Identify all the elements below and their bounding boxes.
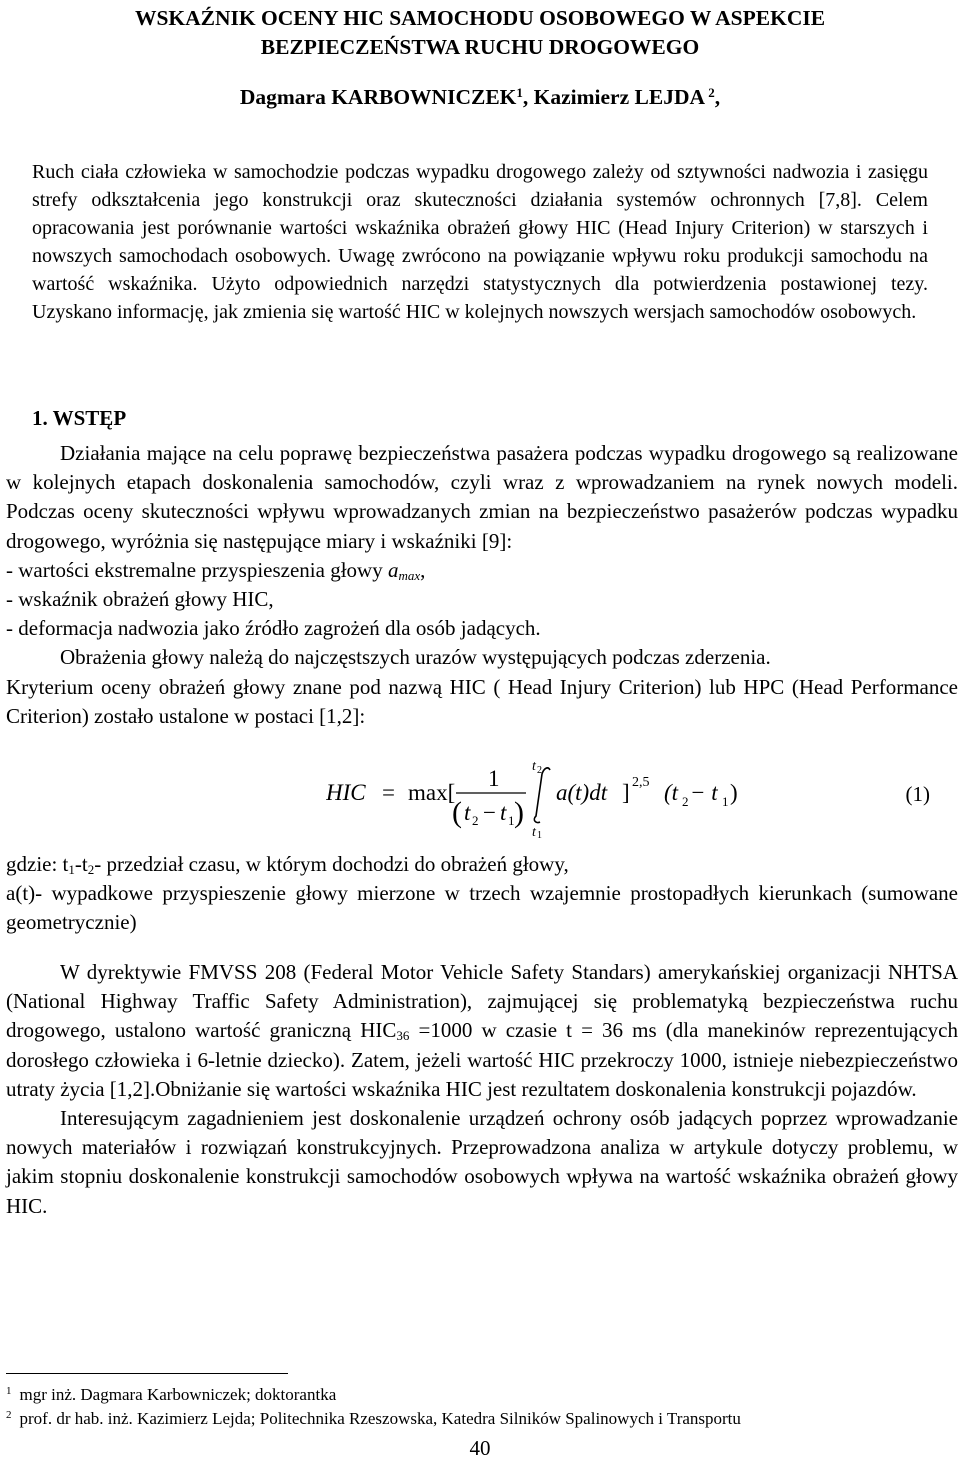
title-line-1: WSKAŹNIK OCENY HIC SAMOCHODU OSOBOWEGO W ASPEKCIE (134, 6, 826, 30)
den-t2: t (464, 800, 471, 825)
acceleration-symbol: a (387, 557, 399, 582)
title-line-2: BEZPIECZEŃSTWA RUCHU DROGOWEGO (260, 35, 700, 59)
formula-lhs: HIC (326, 780, 366, 805)
intro-block (6, 439, 958, 731)
directive-pre: W dyrektywie FMVSS 208 (Federal Motor Vehicle Safety Standars) amerykańskiej organizacji NHTSA (National Highway Traffic Safety Administration), zajmującej się problematyką bezpieczeństwa ruchu drogowego, ustalono wartość graniczną HIC (6, 960, 958, 1043)
formula-equals: = (382, 780, 395, 805)
intro-paragraph-1: Działania mające na celu poprawę bezpieczeństwa pasażera podczas wypadku drogowego są realizowane w kolejnych etapach doskonalenia samochodów, czyli wraz z wprowadzaniem na rynek nowych modeli. Podczas oceny skuteczności wpływu wprowadzanych zmian na bezpieczeństwo pasażerów podczas wypadku drogowego, wyróżnia się następujące miary i wskaźniki [9]: (6, 441, 958, 553)
section-heading: 1. WSTĘP (32, 406, 127, 430)
intro-paragraph-3: Kryterium oceny obrażeń głowy znane pod nazwą HIC ( Head Injury Criterion) lub HPC (Head Performance Criterion) zostało ustalone w postaci [1,2]: (6, 674, 958, 728)
list-item-3: - deformacja nadwozia jako źródło zagrożeń dla osób jadących. (6, 616, 541, 641)
paper-title (0, 4, 960, 62)
author-1: Dagmara KARBOWNICZEK (239, 85, 517, 109)
where-line-2: a(t)- wypadkowe przyspieszenie głowy mierzone w trzech wzajemnie prostopadłych kierunkach (sumowane geometrycznie) (6, 881, 958, 935)
footnote-2-text: prof. dr hab. inż. Kazimierz Lejda; Politechnika Rzeszowska, Katedra Silników Spalinowych i Transportu (19, 1409, 741, 1428)
formula-max: max[ (408, 780, 456, 805)
den-minus: − (483, 800, 496, 825)
close-bracket: ] (622, 780, 630, 805)
abstract: Ruch ciała człowieka w samochodzie podczas wypadku drogowego zależy od sztywności nadwozia i zasięgu strefy odkształcenia jego konstrukcji oraz skuteczności działania systemów ochronnych [7,8]. Celem opracowania jest porównanie wartości wskaźnika obrażeń głowy HIC (Head Injury Criterion) w starszych i nowszych samochodach osobowych. Uwagę zwrócono na powiązanie wpływu roku produkcji samochodu na wartość wskaźnika. Użyto odpowiednich narzędzi statystycznych dla potwierdzenia postawionej tezy. Uzyskano informację, jak zmienia się wartość HIC w kolejnych nowszych wersjach samochodów osobowych. (32, 161, 928, 323)
where-1-mid: -t (74, 852, 88, 876)
directive-block (6, 958, 958, 1221)
closing-paragraph: Interesującym zagadnieniem jest doskonalenie urządzeń ochrony osób jadących poprzez wprowadzanie nowych materiałów i rozwiązań konstrukcyjnych. Przeprowadzona analiza w artykule dotyczy problemu, w jakim stopniu doskonalenie konstrukcji samochodów osobowych wpływa na wartość wskaźnika obrażeń głowy HIC. (6, 1106, 958, 1218)
tail-t2-sub: 2 (682, 794, 689, 809)
upper-limit: t (532, 759, 536, 774)
acceleration-subscript: max (398, 567, 421, 583)
den-t1: t (500, 800, 507, 825)
hic36-sub: 36 (396, 1028, 410, 1044)
formula-numerator: 1 (488, 766, 500, 791)
integral-sign (534, 768, 550, 823)
footnote-1 (6, 1383, 946, 1407)
list-item-1-text: - wartości ekstremalne przyspieszenia głowy (6, 557, 388, 582)
where-block (6, 850, 958, 938)
list-item-1 (6, 556, 958, 585)
hic-formula (326, 758, 960, 838)
author-line (0, 83, 960, 112)
tail-t1-sub: 1 (722, 794, 729, 809)
equation-number: (1) (905, 782, 930, 806)
author-tail: , (714, 85, 721, 109)
footnote-2 (6, 1407, 946, 1431)
den-close: ) (514, 796, 524, 829)
den-t2-sub: 2 (472, 813, 479, 828)
author-2-mark: 2 (705, 85, 715, 100)
upper-limit-sub: 2 (537, 765, 542, 776)
footnote-rule (6, 1373, 288, 1374)
footnotes (6, 1383, 946, 1431)
author-2: Kazimierz LEJDA (533, 85, 706, 109)
den-open: ( (452, 796, 462, 829)
den-t1-sub: 1 (508, 813, 515, 828)
directive-paragraph (6, 958, 958, 1104)
where-1-pre: gdzie: t (6, 852, 69, 876)
tail-close: ) (730, 780, 738, 805)
page-number: 40 (469, 1436, 491, 1460)
where-line-1 (6, 850, 958, 879)
list-item-2: - wskaźnik obrażeń głowy HIC, (6, 587, 274, 612)
tail-open: (t (664, 780, 679, 805)
intro-paragraph-2: Obrażenia głowy należą do najczęstszych urazów występujących podczas zderzenia. (60, 645, 771, 670)
author-1-mark: 1 (516, 85, 523, 100)
where-1-sub-2: 2 (87, 862, 95, 877)
author-separator: , (522, 85, 534, 109)
where-1-post: - przedział czasu, w którym dochodzi do obrażeń głowy, (94, 852, 569, 876)
directive-post: =1000 w czasie t = 36 ms (dla manekinów reprezentujących dorosłego człowieka i 6-letnie dziecko). Zatem, jeżeli wartość HIC przekroczy 1000, istnieje niebezpieczeństwo utraty życia [1,2].Obniżanie się wartości wskaźnika HIC jest rezultatem doskonalenia konstrukcji pojazdów. (6, 1018, 958, 1101)
footnote-2-mark: 2 (6, 1409, 12, 1421)
lower-limit-sub: 1 (537, 830, 542, 838)
tail-minus: − t (690, 780, 718, 805)
lower-limit: t (532, 825, 536, 838)
integrand: a(t)dt (556, 780, 608, 805)
footnote-1-text: mgr inż. Dagmara Karbowniczek; doktorantka (19, 1385, 337, 1404)
footnote-1-mark: 1 (6, 1385, 12, 1397)
list-item-1-end: , (420, 557, 426, 582)
where-1-sub-1: 1 (68, 862, 75, 877)
exponent: 2,5 (632, 775, 650, 790)
